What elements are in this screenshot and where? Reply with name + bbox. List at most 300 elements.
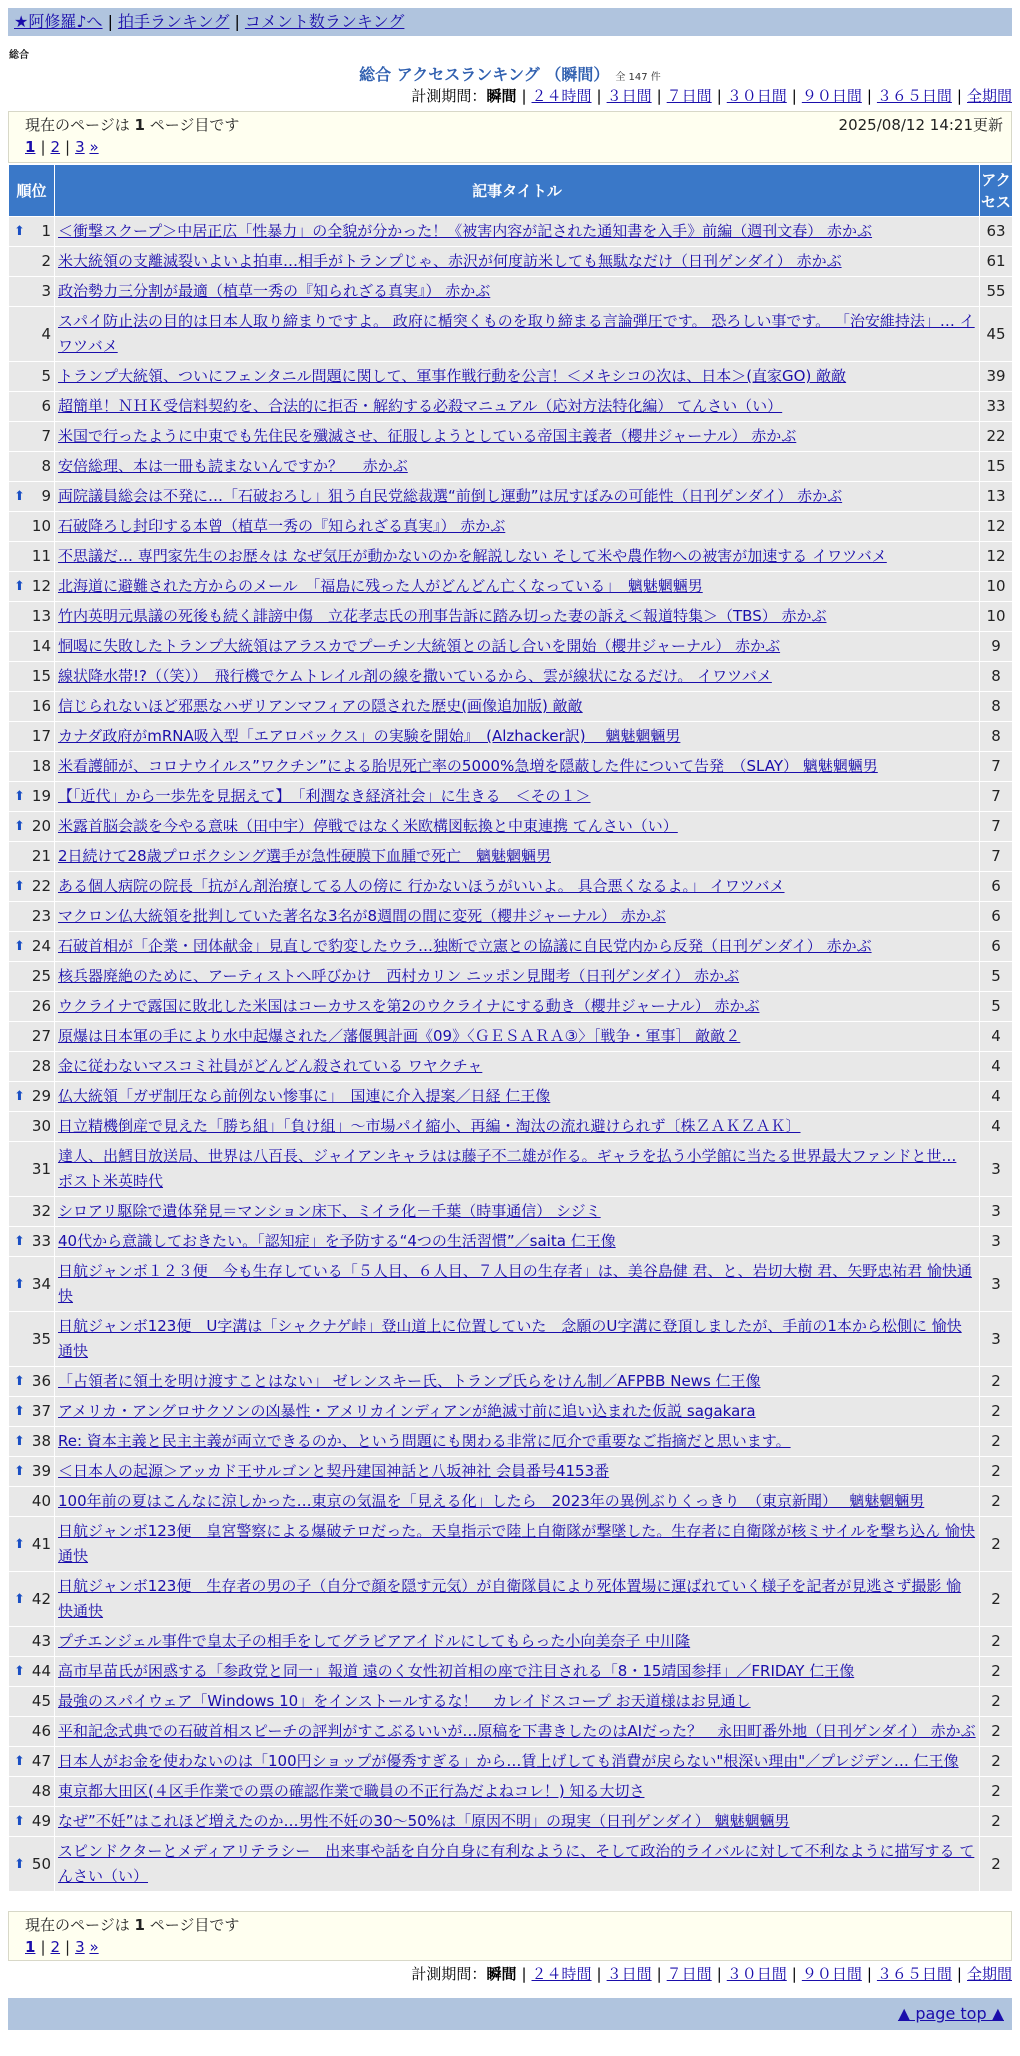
table-row bbox=[9, 842, 1013, 872]
title-cell bbox=[55, 1197, 980, 1227]
article-link[interactable]: 両院議員総会は不発に…「石破おろし」狙う自民党総裁選“前倒し運動”は尻すぼみの可能性（日刊ゲンダイ） 赤かぶ bbox=[58, 487, 843, 505]
period-selector-top bbox=[411, 86, 1012, 106]
access-header: アクセス bbox=[980, 165, 1013, 217]
period-separator: | bbox=[866, 1965, 872, 1983]
article-link[interactable]: 日航ジャンボ１２３便 今も生存している「５人目、６人目、７人目の生存者」は、美谷島健 君、と、岩切大樹 君、矢野忠祐君 愉快通快 bbox=[58, 1262, 973, 1305]
period-separator: | bbox=[956, 1965, 962, 1983]
article-link[interactable]: 日立精機倒産で見えた「勝ち組」「負け組」～市場パイ縮小、再編・淘汰の流れ避けられず〔株ＺＡＫＺＡＫ〕 bbox=[58, 1117, 801, 1135]
title-cell bbox=[55, 1397, 980, 1427]
period-label: 計測期間： bbox=[411, 87, 487, 105]
page-link-current[interactable]: 1 bbox=[25, 1938, 36, 1956]
article-link[interactable]: 超簡単！ＮＨＫ受信料契約を、合法的に拒否・解約する必殺マニュアル（応対方法特化編） てんさい（い） bbox=[58, 397, 783, 415]
rank-number: 49 bbox=[31, 1812, 51, 1830]
rank-number: 26 bbox=[31, 997, 51, 1015]
total-count: 全 147 件 bbox=[615, 72, 661, 83]
access-count: 2 bbox=[980, 1807, 1013, 1837]
table-row bbox=[9, 482, 1013, 512]
access-count: 2 bbox=[980, 1837, 1013, 1892]
table-row bbox=[9, 1052, 1013, 1082]
rank-number: 19 bbox=[31, 787, 51, 805]
access-count: 13 bbox=[980, 482, 1013, 512]
access-count: 5 bbox=[980, 962, 1013, 992]
up-arrow-icon: ⬆ bbox=[14, 939, 25, 954]
title-cell bbox=[55, 902, 980, 932]
up-arrow-icon: ⬆ bbox=[14, 579, 25, 594]
title-cell bbox=[55, 1627, 980, 1657]
period-current: 瞬間 bbox=[486, 87, 517, 105]
rank-number: 1 bbox=[41, 222, 51, 240]
rank-number: 3 bbox=[41, 282, 51, 300]
access-count: 33 bbox=[980, 392, 1013, 422]
access-count: 12 bbox=[980, 512, 1013, 542]
access-count: 63 bbox=[980, 217, 1013, 247]
title-cell bbox=[55, 307, 980, 362]
title-cell bbox=[55, 572, 980, 602]
article-link[interactable]: トランプ大統領、ついにフェンタニル問題に関して、軍事作戦行動を公言！＜メキシコの次は、日本＞(直家GO) 敵敵 bbox=[58, 367, 847, 385]
page-status-suffix: ページ目です bbox=[149, 1916, 240, 1934]
table-row bbox=[9, 782, 1013, 812]
rank-cell bbox=[9, 1747, 55, 1777]
period-link[interactable]: ３６５日間 bbox=[876, 1965, 952, 1983]
article-link[interactable]: 米大統領の支離滅裂いよいよ拍車…相手がトランプじゃ、赤沢が何度訪米しても無駄なだけ（日刊ゲンダイ） 赤かぶ bbox=[58, 252, 842, 270]
rank-cell bbox=[9, 1572, 55, 1627]
article-link[interactable]: 安倍総理、本は一冊も読まないんですか？ 赤かぶ bbox=[58, 457, 408, 475]
rank-cell bbox=[9, 1397, 55, 1427]
article-link[interactable]: プチエンジェル事件で皇太子の相手をしてグラビアアイドルにしてもらった小向美奈子 中川隆 bbox=[58, 1632, 691, 1650]
access-count: 9 bbox=[980, 632, 1013, 662]
up-arrow-icon: ⬆ bbox=[14, 819, 25, 834]
article-link[interactable]: 線状降水帯!?（（笑）） 飛行機でケムトレイル剤の線を撒いているから、雲が線状になるだけ。 イワツバメ bbox=[58, 667, 772, 685]
article-link[interactable]: カナダ政府がmRNA吸入型「エアロバックス」の実験を開始』 (Alzhacker訳) 魑魅魍魎男 bbox=[58, 727, 681, 745]
title-cell bbox=[55, 602, 980, 632]
rank-cell bbox=[9, 992, 55, 1022]
period-link[interactable]: ２４時間 bbox=[531, 1965, 592, 1983]
up-arrow-icon: ⬆ bbox=[14, 1664, 25, 1679]
table-row bbox=[9, 1112, 1013, 1142]
rank-number: 9 bbox=[41, 487, 51, 505]
title-cell bbox=[55, 692, 980, 722]
rank-number: 18 bbox=[31, 757, 51, 775]
table-row bbox=[9, 392, 1013, 422]
article-link[interactable]: 100年前の夏はこんなに涼しかった…東京の気温を「見える化」したら 2023年の異例ぶりくっきり （東京新聞） 魑魅魍魎男 bbox=[58, 1492, 925, 1510]
article-link[interactable]: 金に従わないマスコミ社員がどんどん殺されている ワヤクチャ bbox=[58, 1057, 483, 1075]
up-arrow-icon: ⬆ bbox=[14, 1374, 25, 1389]
title-cell bbox=[55, 992, 980, 1022]
rank-cell bbox=[9, 1142, 55, 1197]
title-cell bbox=[55, 422, 980, 452]
rank-number: 8 bbox=[41, 457, 51, 475]
rank-cell bbox=[9, 362, 55, 392]
access-count: 7 bbox=[980, 812, 1013, 842]
page-link[interactable]: 2 bbox=[50, 138, 61, 156]
table-row bbox=[9, 572, 1013, 602]
table-row bbox=[9, 872, 1013, 902]
page-link-current[interactable]: 1 bbox=[25, 138, 36, 156]
rank-cell bbox=[9, 217, 55, 247]
rank-cell bbox=[9, 572, 55, 602]
rank-number: 29 bbox=[31, 1087, 51, 1105]
page-link[interactable]: 3 bbox=[75, 1938, 85, 1956]
table-row bbox=[9, 992, 1013, 1022]
period-separator: | bbox=[791, 87, 797, 105]
up-arrow-icon: ⬆ bbox=[14, 1856, 25, 1872]
rank-cell bbox=[9, 482, 55, 512]
rank-cell bbox=[9, 1312, 55, 1367]
table-row bbox=[9, 932, 1013, 962]
access-count: 10 bbox=[980, 572, 1013, 602]
rank-cell bbox=[9, 1517, 55, 1572]
title-cell bbox=[55, 1022, 980, 1052]
article-link[interactable]: 東京都大田区(４区手作業での票の確認作業で職員の不正行為だよねコレ！) 知る大切さ bbox=[58, 1782, 645, 1800]
access-count: 61 bbox=[980, 247, 1013, 277]
up-arrow-icon: ⬆ bbox=[14, 1591, 25, 1607]
rank-number: 6 bbox=[41, 397, 51, 415]
article-link[interactable]: 米露首脳会談を今やる意味（田中宇）停戦ではなく米欧構図転換と中東連携 てんさい（い） bbox=[58, 817, 678, 835]
article-link[interactable]: 不思議だ… 専門家先生のお歴々は なぜ気圧が動かないのかを解説しない そして米や農作物への被害が加速する イワツバメ bbox=[58, 547, 887, 565]
table-row bbox=[9, 602, 1013, 632]
page-separator: | bbox=[40, 1938, 46, 1956]
article-link[interactable]: マクロン仏大統領を批判していた著名な3名が8週間の間に変死（櫻井ジャーナル） 赤かぶ bbox=[58, 907, 666, 925]
rank-cell bbox=[9, 932, 55, 962]
table-row bbox=[9, 217, 1013, 247]
rank-cell bbox=[9, 1112, 55, 1142]
article-link[interactable]: 「占領者に領土を明け渡すことはない」 ゼレンスキー氏、トランプ氏らをけん制／AFPBB News 仁王像 bbox=[58, 1372, 761, 1390]
article-link[interactable]: 日航ジャンボ123便 皇宮警察による爆破テロだった。天皇指示で陸上自衛隊が撃墜した。生存者に自衛隊が核ミサイルを撃ち込ん 愉快通快 bbox=[58, 1522, 976, 1565]
article-link[interactable]: 最強のスパイウェア「Windows 10」をインストールするな！ カレイドスコープ お天道様はお見通し bbox=[58, 1692, 751, 1710]
rank-cell bbox=[9, 1807, 55, 1837]
article-link[interactable]: 日航ジャンボ123便 生存者の男の子（自分で顔を隠す元気）が自衛隊員により死体置場に運ばれていく様子を記者が見逃さず撮影 愉快通快 bbox=[58, 1577, 962, 1620]
rank-number: 16 bbox=[31, 697, 51, 715]
access-count: 2 bbox=[980, 1572, 1013, 1627]
up-arrow-icon: ⬆ bbox=[14, 1404, 25, 1419]
pagination-top bbox=[8, 111, 1012, 163]
title-cell bbox=[55, 1572, 980, 1627]
period-separator: | bbox=[956, 87, 962, 105]
article-link[interactable]: Re: 資本主義と民主主義が両立できるのか、という問題にも関わる非常に厄介で重要なご指摘だと思います。 bbox=[58, 1432, 791, 1450]
title-cell bbox=[55, 722, 980, 752]
article-link[interactable]: 石破降ろし封印する本曾（植草一秀の『知られざる真実』） 赤かぶ bbox=[58, 517, 506, 535]
rank-number: 12 bbox=[31, 577, 51, 595]
title-cell bbox=[55, 932, 980, 962]
bottom-bar bbox=[8, 1998, 1012, 2030]
table-row bbox=[9, 1657, 1013, 1687]
period-link[interactable]: 全期間 bbox=[966, 1965, 1012, 1983]
rank-cell bbox=[9, 1227, 55, 1257]
rank-cell bbox=[9, 662, 55, 692]
nav-separator: | bbox=[234, 12, 240, 31]
table-row bbox=[9, 812, 1013, 842]
up-arrow-icon: ⬆ bbox=[14, 1276, 25, 1292]
rank-number: 15 bbox=[31, 667, 51, 685]
article-link[interactable]: 平和記念式典での石破首相スピーチの評判がすこぶるいいが…原稿を下書きしたのはAIだった？ 永田町番外地（日刊ゲンダイ） 赤かぶ bbox=[58, 1722, 976, 1740]
up-arrow-icon: ⬆ bbox=[14, 1814, 25, 1829]
page-separator: | bbox=[40, 138, 46, 156]
access-count: 15 bbox=[980, 452, 1013, 482]
table-row bbox=[9, 542, 1013, 572]
access-count: 4 bbox=[980, 1022, 1013, 1052]
rank-number: 32 bbox=[31, 1202, 51, 1220]
rank-cell bbox=[9, 1197, 55, 1227]
table-row bbox=[9, 722, 1013, 752]
title-cell bbox=[55, 1487, 980, 1517]
period-link[interactable]: ３日間 bbox=[606, 87, 652, 105]
title-cell bbox=[55, 782, 980, 812]
rank-cell bbox=[9, 602, 55, 632]
comment-ranking-link[interactable]: コメント数ランキング bbox=[244, 12, 405, 31]
article-link[interactable]: 政治勢力三分割が最適（植草一秀の『知られざる真実』） 赤かぶ bbox=[58, 282, 491, 300]
rank-number: 13 bbox=[31, 607, 51, 625]
page-link[interactable]: 3 bbox=[75, 138, 85, 156]
access-count: 22 bbox=[980, 422, 1013, 452]
table-row bbox=[9, 307, 1013, 362]
up-arrow-icon: ⬆ bbox=[14, 1464, 25, 1479]
up-arrow-icon: ⬆ bbox=[14, 1434, 25, 1449]
up-arrow-icon: ⬆ bbox=[14, 1536, 25, 1552]
period-separator: | bbox=[866, 87, 872, 105]
title-cell bbox=[55, 452, 980, 482]
page-status-current: 1 bbox=[134, 116, 145, 134]
rank-cell bbox=[9, 307, 55, 362]
table-row bbox=[9, 362, 1013, 392]
table-row bbox=[9, 1082, 1013, 1112]
title-cell bbox=[55, 1082, 980, 1112]
article-link[interactable]: 日本人がお金を使わないのは「100円ショップが優秀すぎる」から…賃上げしても消費が戻らない"根深い理由"／プレジデン… 仁王像 bbox=[58, 1752, 959, 1770]
table-row bbox=[9, 1142, 1013, 1197]
period-link[interactable]: ３０日間 bbox=[726, 87, 787, 105]
article-link[interactable]: ＜日本人の起源＞アッカド王サルゴンと契丹建国神話と八坂神社 会員番号4153番 bbox=[58, 1462, 610, 1480]
rank-number: 44 bbox=[31, 1662, 51, 1680]
rank-number: 43 bbox=[31, 1632, 51, 1650]
rank-cell bbox=[9, 542, 55, 572]
article-link[interactable]: ウクライナで露国に敗北した米国はコーカサスを第2のウクライナにする動き（櫻井ジャーナル） 赤かぶ bbox=[58, 997, 760, 1015]
access-count: 2 bbox=[980, 1657, 1013, 1687]
next-page-link[interactable]: » bbox=[89, 138, 99, 156]
up-arrow-icon: ⬆ bbox=[14, 224, 25, 239]
page-separator: | bbox=[65, 1938, 71, 1956]
access-count: 8 bbox=[980, 662, 1013, 692]
title-cell bbox=[55, 247, 980, 277]
rank-cell bbox=[9, 1837, 55, 1892]
title-cell bbox=[55, 217, 980, 247]
article-link[interactable]: スパイ防止法の目的は日本人取り締まりですよ。 政府に楯突くものを取り締まる言論弾圧です。 恐ろしい事です。 「治安維持法」… イワツバメ bbox=[58, 312, 975, 355]
table-row bbox=[9, 902, 1013, 932]
table-row bbox=[9, 277, 1013, 307]
title-cell bbox=[55, 277, 980, 307]
title-cell bbox=[55, 1142, 980, 1197]
rank-number: 35 bbox=[31, 1329, 51, 1348]
table-row bbox=[9, 1487, 1013, 1517]
period-link[interactable]: ３６５日間 bbox=[876, 87, 952, 105]
article-link[interactable]: 達人、出鱈目放送局、世界は八百長、ジャイアンキャラはは藤子不二雄が作る。ギャラを払う小学館に当たる世界最大ファンドと世… ポスト米英時代 bbox=[58, 1147, 957, 1190]
title-cell bbox=[55, 482, 980, 512]
rank-number: 28 bbox=[31, 1057, 51, 1075]
rank-cell bbox=[9, 1082, 55, 1112]
page-top-link[interactable]: ▲ page top ▲ bbox=[897, 2004, 1004, 2023]
rank-cell bbox=[9, 872, 55, 902]
title-cell bbox=[55, 392, 980, 422]
article-link[interactable]: ＜衝撃スクープ＞中居正広「性暴力」の全貌が分かった！《被害内容が記された通知書を入手》前編（週刊文春） 赤かぶ bbox=[58, 222, 873, 240]
next-page-link[interactable]: » bbox=[89, 1938, 99, 1956]
table-row bbox=[9, 1807, 1013, 1837]
page-separator: | bbox=[65, 138, 71, 156]
page-link[interactable]: 2 bbox=[50, 1938, 61, 1956]
access-count: 6 bbox=[980, 872, 1013, 902]
rank-number: 50 bbox=[31, 1854, 51, 1873]
period-link[interactable]: 全期間 bbox=[966, 87, 1012, 105]
table-row bbox=[9, 1717, 1013, 1747]
table-row bbox=[9, 962, 1013, 992]
period-link[interactable]: ３日間 bbox=[606, 1965, 652, 1983]
page-status-suffix: ページ目です bbox=[149, 116, 240, 134]
rank-number: 10 bbox=[31, 517, 51, 535]
page-links bbox=[25, 1936, 995, 1958]
access-count: 39 bbox=[980, 362, 1013, 392]
access-count: 2 bbox=[980, 1517, 1013, 1572]
access-count: 2 bbox=[980, 1687, 1013, 1717]
title-cell bbox=[55, 1657, 980, 1687]
article-link[interactable]: 原爆は日本軍の手により水中起爆された／藩偃興計画《09》〈ＧＥＳＡＲＡ③〉［戦争・軍事］ 敵敵２ bbox=[58, 1027, 741, 1045]
title-cell bbox=[55, 962, 980, 992]
title-cell bbox=[55, 1777, 980, 1807]
article-link[interactable]: 米看護師が、コロナウイルス”ワクチン”による胎児死亡率の5000%急増を隠蔽した件について告発 （SLAY） 魑魅魍魎男 bbox=[58, 757, 878, 775]
page-title-row bbox=[0, 62, 1020, 85]
article-link[interactable]: 核兵器廃絶のために、アーティストへ呼びかけ 西村カリン ニッポン見聞考（日刊ゲンダイ） 赤かぶ bbox=[58, 967, 740, 985]
period-separator: | bbox=[716, 1965, 722, 1983]
title-cell bbox=[55, 1517, 980, 1572]
rank-number: 46 bbox=[31, 1722, 51, 1740]
rank-number: 14 bbox=[31, 637, 51, 655]
rank-cell bbox=[9, 1427, 55, 1457]
article-link[interactable]: 米国で行ったように中東でも先住民を殲滅させ、征服しようとしている帝国主義者（櫻井ジャーナル） 赤かぶ bbox=[58, 427, 797, 445]
table-row bbox=[9, 1747, 1013, 1777]
rank-number: 25 bbox=[31, 967, 51, 985]
rank-cell bbox=[9, 1657, 55, 1687]
title-cell bbox=[55, 752, 980, 782]
rank-cell bbox=[9, 1487, 55, 1517]
title-cell bbox=[55, 542, 980, 572]
rank-cell bbox=[9, 1777, 55, 1807]
access-count: 8 bbox=[980, 692, 1013, 722]
article-link[interactable]: 信じられないほど邪悪なハザリアンマフィアの隠された歴史(画像追加版) 敵敵 bbox=[58, 697, 583, 715]
access-count: 2 bbox=[980, 1717, 1013, 1747]
period-separator: | bbox=[521, 1965, 527, 1983]
pagination-bottom bbox=[8, 1911, 1012, 1961]
table-row bbox=[9, 1257, 1013, 1312]
rank-number: 33 bbox=[31, 1232, 51, 1250]
access-count: 3 bbox=[980, 1142, 1013, 1197]
table-row bbox=[9, 632, 1013, 662]
clap-ranking-link[interactable]: 拍手ランキング bbox=[117, 12, 230, 31]
period-link[interactable]: ９０日間 bbox=[801, 87, 862, 105]
table-row bbox=[9, 1457, 1013, 1487]
title-cell bbox=[55, 662, 980, 692]
article-link[interactable]: 40代から意識しておきたい。「認知症」を予防する“4つの生活習慣”／saita 仁王像 bbox=[58, 1232, 616, 1250]
article-link[interactable]: 恫喝に失敗したトランプ大統領はアラスカでプーチン大統領との話し合いを開始（櫻井ジャーナル） 赤かぶ bbox=[58, 637, 781, 655]
period-link[interactable]: ２４時間 bbox=[531, 87, 592, 105]
article-link[interactable]: シロアリ駆除で遺体発見＝マンション床下、ミイラ化－千葉（時事通信） シジミ bbox=[58, 1202, 601, 1220]
access-count: 2 bbox=[980, 1627, 1013, 1657]
period-separator: | bbox=[656, 87, 662, 105]
article-link[interactable]: 北海道に避難された方からのメール 「福島に残った人がどんどん亡くなっている」 魑魅魍魎男 bbox=[58, 577, 703, 595]
nav-separator: | bbox=[107, 12, 113, 31]
up-arrow-icon: ⬆ bbox=[14, 489, 25, 504]
table-row bbox=[9, 422, 1013, 452]
page-status-current: 1 bbox=[134, 1916, 145, 1934]
rank-number: 24 bbox=[31, 937, 51, 955]
period-link[interactable]: ９０日間 bbox=[801, 1965, 862, 1983]
article-link[interactable]: 高市早苗氏が困惑する「参政党と同一」報道 遠のく女性初首相の座で注目される「8・15靖国参拝」／FRIDAY 仁王像 bbox=[58, 1662, 855, 1680]
rank-number: 48 bbox=[31, 1782, 51, 1800]
home-link[interactable]: ★阿修羅♪へ bbox=[14, 12, 103, 31]
title-cell bbox=[55, 512, 980, 542]
page-status-prefix: 現在のページは bbox=[25, 116, 130, 134]
access-count: 2 bbox=[980, 1487, 1013, 1517]
access-count: 3 bbox=[980, 1227, 1013, 1257]
period-link[interactable]: ７日間 bbox=[666, 87, 712, 105]
article-link[interactable]: スピンドクターとメディアリテラシー 出来事や話を自分自身に有利なように、そして政治的ライバルに対して不利なように描写する てんさい（い） bbox=[58, 1842, 975, 1885]
table-row bbox=[9, 662, 1013, 692]
table-row bbox=[9, 1022, 1013, 1052]
article-link[interactable]: 仏大統領「ガザ制圧なら前例ない惨事に」 国連に介入提案／日経 仁王像 bbox=[58, 1087, 551, 1105]
period-separator: | bbox=[596, 87, 602, 105]
article-link[interactable]: 【「近代」から一歩先を見据えて】 「利潤なき経済社会」に生きる ＜その１＞ bbox=[58, 787, 591, 805]
article-link[interactable]: ある個人病院の院長「抗がん剤治療してる人の傍に 行かないほうがいいよ。 具合悪くなるよ。」 イワツバメ bbox=[58, 877, 785, 895]
access-count: 4 bbox=[980, 1112, 1013, 1142]
access-count: 12 bbox=[980, 542, 1013, 572]
title-cell bbox=[55, 632, 980, 662]
rank-cell bbox=[9, 277, 55, 307]
access-count: 3 bbox=[980, 1257, 1013, 1312]
up-arrow-icon: ⬆ bbox=[14, 1234, 25, 1249]
article-link[interactable]: なぜ”不妊”はこれほど増えたのか…男性不妊の30～50%は「原因不明」の現実（日刊ゲンダイ） 魑魅魍魎男 bbox=[58, 1812, 790, 1830]
access-count: 2 bbox=[980, 1777, 1013, 1807]
period-link[interactable]: ７日間 bbox=[666, 1965, 712, 1983]
rank-cell bbox=[9, 1022, 55, 1052]
rank-cell bbox=[9, 422, 55, 452]
rank-cell bbox=[9, 512, 55, 542]
title-cell bbox=[55, 842, 980, 872]
rank-cell bbox=[9, 1717, 55, 1747]
period-separator: | bbox=[716, 87, 722, 105]
rank-number: 47 bbox=[31, 1752, 51, 1770]
access-count: 6 bbox=[980, 902, 1013, 932]
title-cell bbox=[55, 1717, 980, 1747]
access-count: 7 bbox=[980, 782, 1013, 812]
title-cell bbox=[55, 1227, 980, 1257]
rank-number: 37 bbox=[31, 1402, 51, 1420]
period-separator: | bbox=[656, 1965, 662, 1983]
article-link[interactable]: 日航ジャンボ123便 U字溝は「シャクナゲ峠」登山道上に位置していた 念願のU字溝に登頂しましたが、手前の1本から松側に 愉快通快 bbox=[58, 1317, 962, 1360]
title-cell bbox=[55, 1427, 980, 1457]
table-row bbox=[9, 1367, 1013, 1397]
article-link[interactable]: 石破首相が「企業・団体献金」見直しで豹変したウラ…独断で立憲との協議に自民党内から反発（日刊ゲンダイ） 赤かぶ bbox=[58, 937, 872, 955]
access-count: 2 bbox=[980, 1747, 1013, 1777]
title-cell bbox=[55, 872, 980, 902]
article-link[interactable]: アメリカ・アングロサクソンの凶暴性・アメリカインディアンが絶滅寸前に追い込まれた仮説 sagakara bbox=[58, 1402, 756, 1420]
rank-cell bbox=[9, 722, 55, 752]
table-row bbox=[9, 512, 1013, 542]
rank-number: 40 bbox=[31, 1492, 51, 1510]
rank-number: 39 bbox=[31, 1462, 51, 1480]
period-link[interactable]: ３０日間 bbox=[726, 1965, 787, 1983]
rank-number: 7 bbox=[41, 427, 51, 445]
article-link[interactable]: 2日続けて28歳プロボクシング選手が急性硬膜下血腫で死亡 魑魅魍魎男 bbox=[58, 847, 551, 865]
rank-header: 順位 bbox=[9, 165, 55, 217]
up-arrow-icon: ⬆ bbox=[14, 879, 25, 894]
rank-number: 31 bbox=[31, 1159, 51, 1178]
article-link[interactable]: 竹内英明元県議の死後も続く誹謗中傷 立花孝志氏の刑事告訴に踏み切った妻の訴え＜報道特集＞（TBS） 赤かぶ bbox=[58, 607, 827, 625]
title-cell bbox=[55, 1807, 980, 1837]
